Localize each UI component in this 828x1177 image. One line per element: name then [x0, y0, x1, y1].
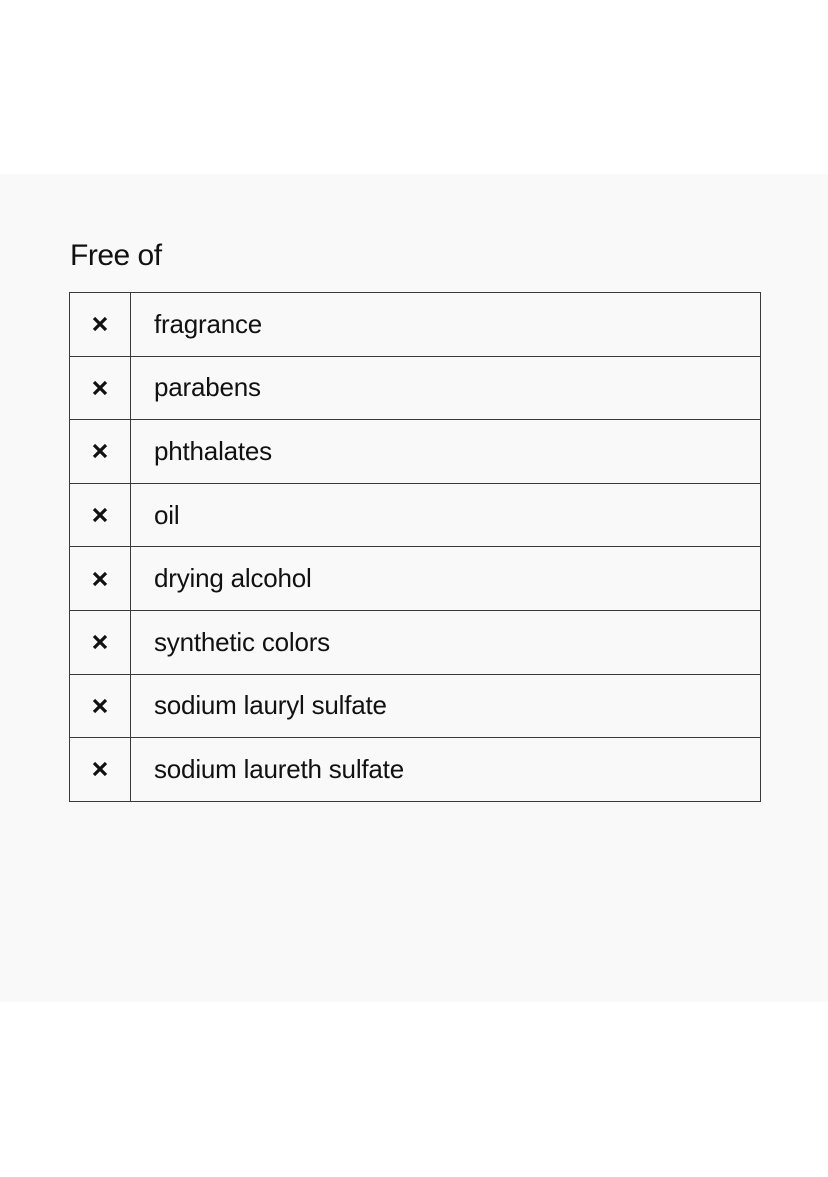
ingredient-label: phthalates [131, 420, 761, 484]
table-row [70, 610, 761, 674]
table-row [70, 293, 761, 357]
mark-cell [70, 674, 131, 738]
x-icon [91, 442, 109, 460]
mark-cell [70, 420, 131, 484]
ingredient-label: oil [131, 483, 761, 547]
ingredient-label: parabens [131, 356, 761, 420]
ingredient-label: drying alcohol [131, 547, 761, 611]
mark-cell [70, 738, 131, 802]
table-row [70, 674, 761, 738]
x-icon [91, 697, 109, 715]
ingredient-label: sodium lauryl sulfate [131, 674, 761, 738]
section-title: Free of [70, 239, 162, 272]
table-row [70, 356, 761, 420]
x-icon [91, 760, 109, 778]
x-icon [91, 633, 109, 651]
ingredient-label: synthetic colors [131, 610, 761, 674]
mark-cell [70, 610, 131, 674]
mark-cell [70, 483, 131, 547]
table-row [70, 547, 761, 611]
x-icon [91, 506, 109, 524]
mark-cell [70, 547, 131, 611]
table-row [70, 738, 761, 802]
mark-cell [70, 293, 131, 357]
ingredient-label: sodium laureth sulfate [131, 738, 761, 802]
x-icon [91, 379, 109, 397]
ingredient-label: fragrance [131, 293, 761, 357]
mark-cell [70, 356, 131, 420]
table-row [70, 420, 761, 484]
x-icon [91, 570, 109, 588]
table-row [70, 483, 761, 547]
x-icon [91, 315, 109, 333]
free-of-table [69, 292, 761, 802]
